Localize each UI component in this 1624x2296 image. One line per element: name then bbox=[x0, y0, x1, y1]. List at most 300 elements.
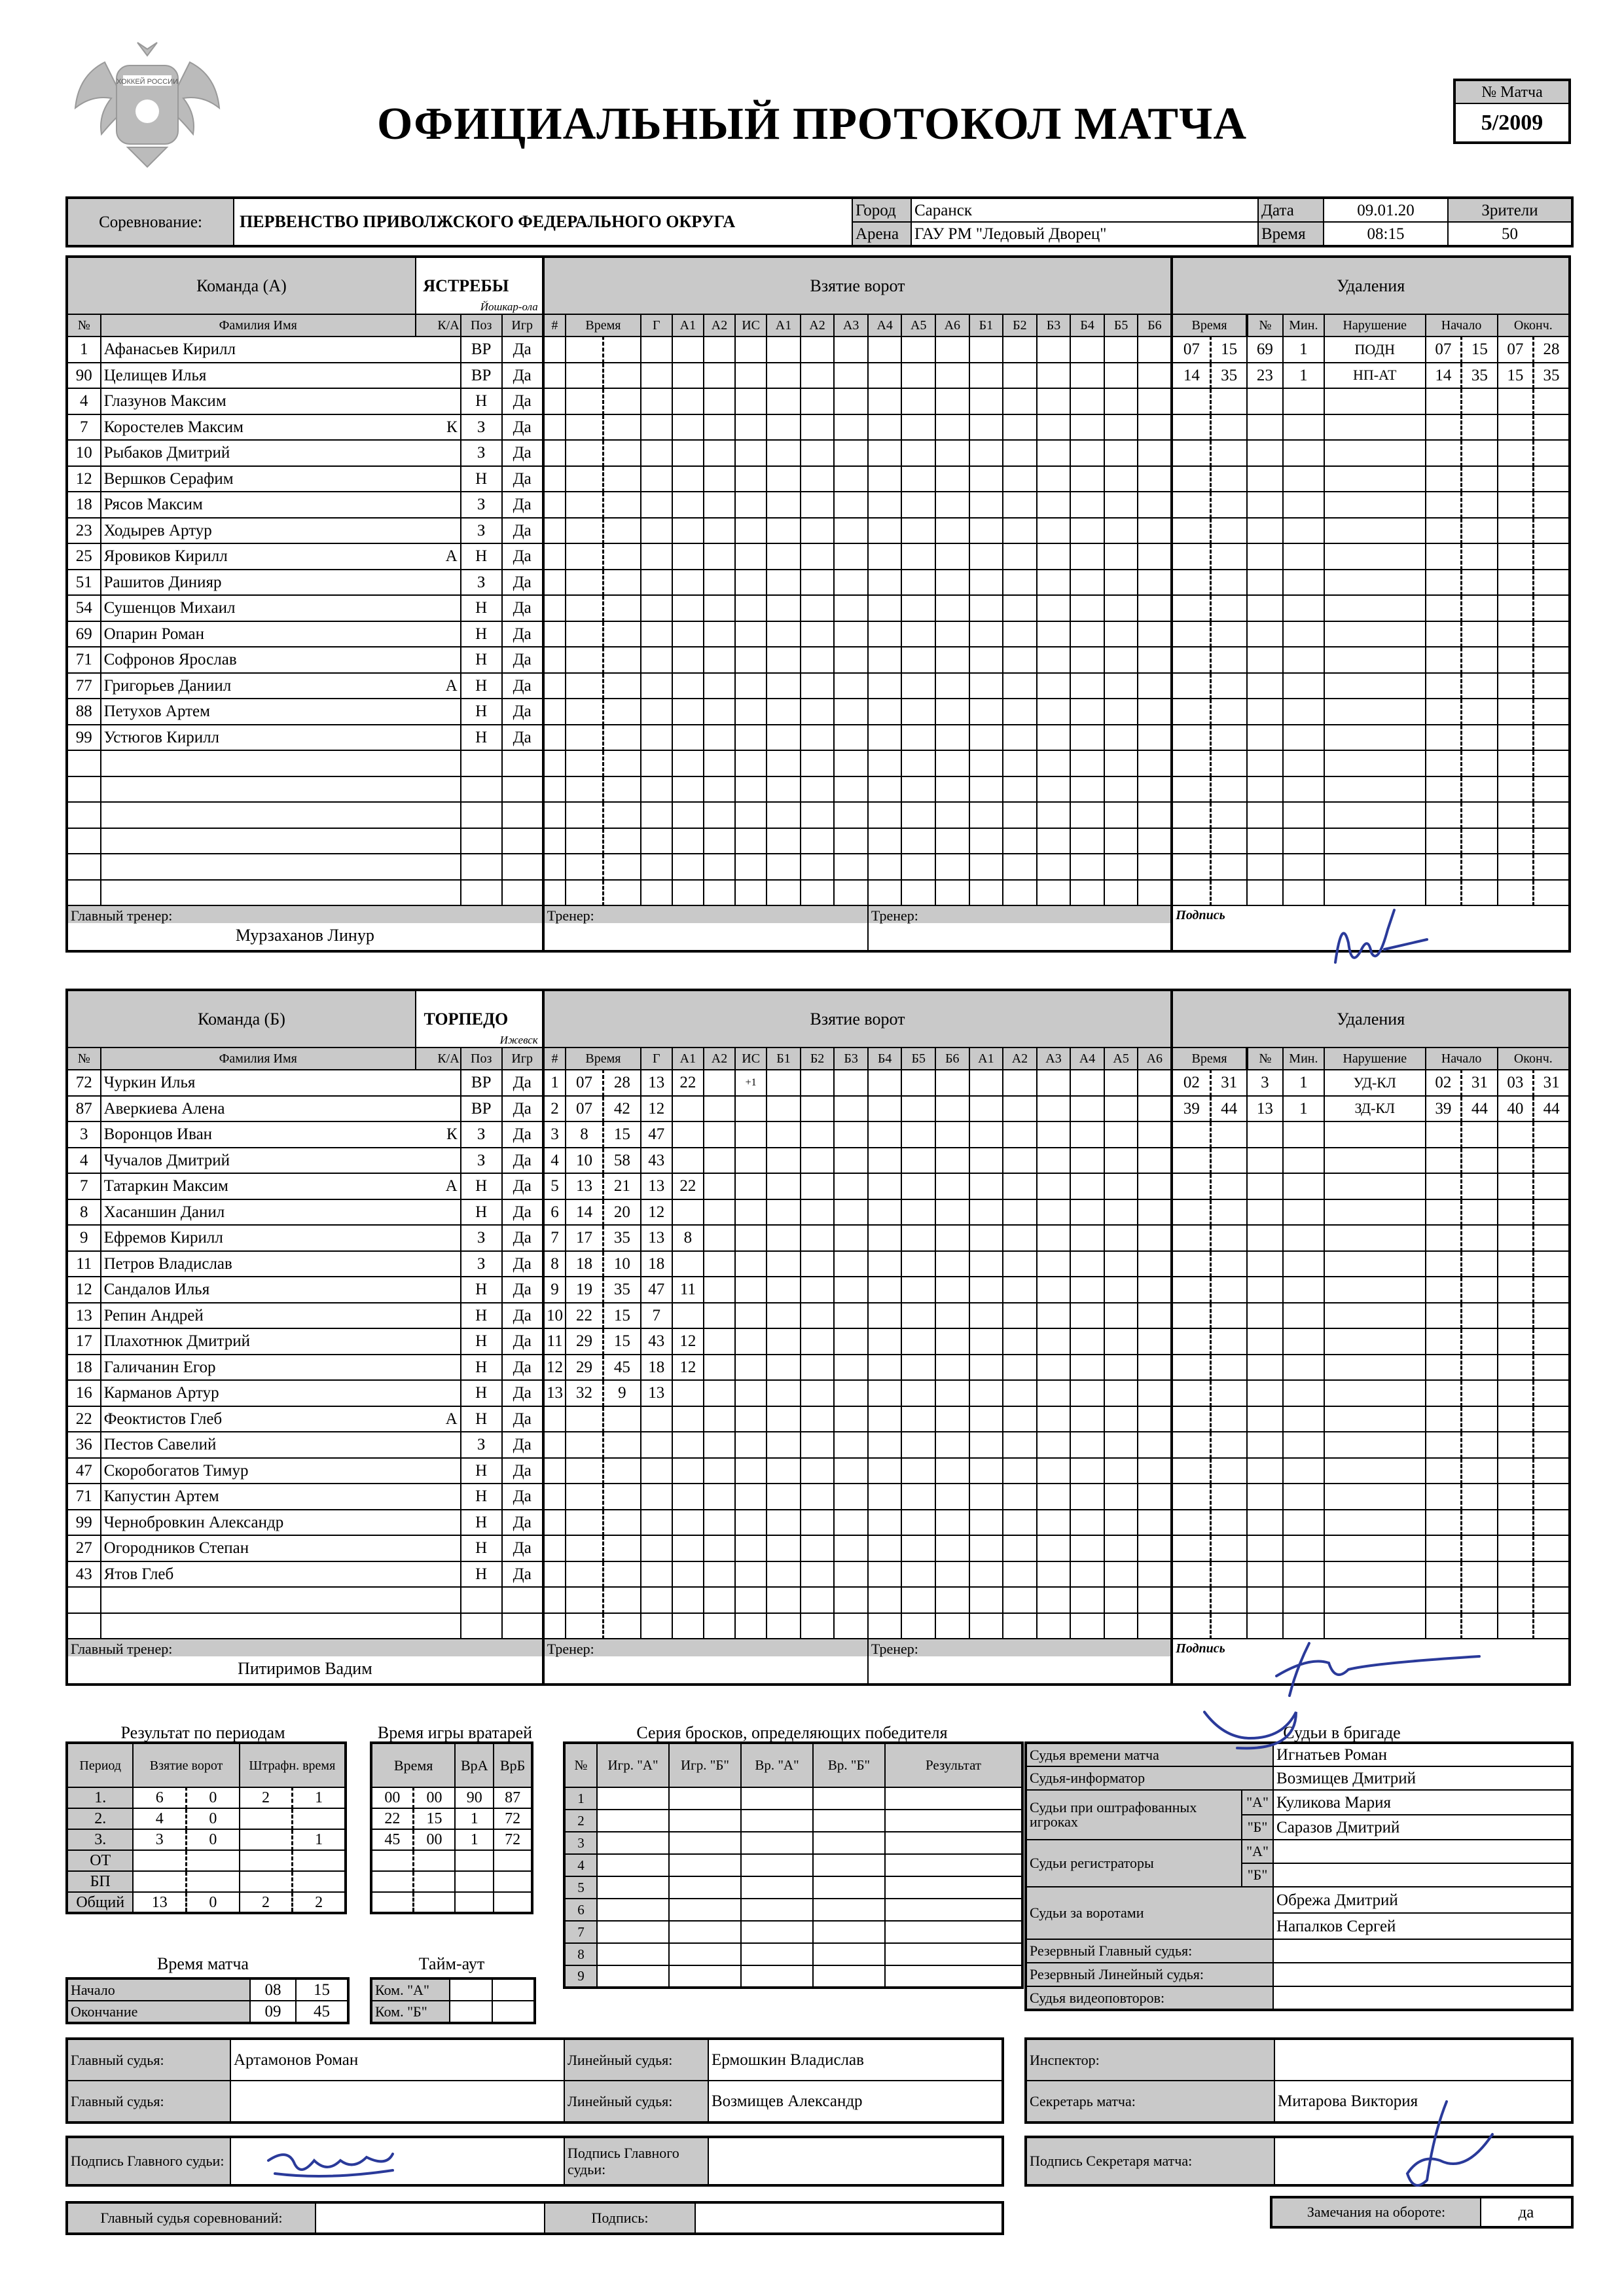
on-ice-cell bbox=[1070, 595, 1104, 621]
on-ice-cell bbox=[935, 518, 969, 544]
on-ice-cell bbox=[801, 466, 835, 492]
player-name bbox=[101, 1613, 416, 1639]
player-captain: А bbox=[416, 543, 461, 570]
pen-player: 3 bbox=[1247, 1070, 1283, 1096]
on-ice-cell bbox=[1037, 570, 1071, 596]
pen-minutes: 1 bbox=[1283, 337, 1324, 363]
pen-end-sec bbox=[1534, 570, 1570, 596]
col-header: А6 bbox=[1138, 1048, 1172, 1070]
player-captain bbox=[416, 337, 461, 363]
goal-assist-2 bbox=[704, 802, 735, 828]
on-ice-cell bbox=[1070, 1070, 1104, 1096]
on-ice-cell bbox=[1037, 1432, 1071, 1458]
goal-situation bbox=[735, 1406, 767, 1432]
goal-number bbox=[543, 776, 566, 803]
pen-end-min bbox=[1498, 570, 1534, 596]
on-ice-cell bbox=[834, 1510, 868, 1536]
pen-minutes bbox=[1283, 1510, 1324, 1536]
player-name: Скоробогатов Тимур bbox=[101, 1458, 416, 1484]
pen-min bbox=[1172, 880, 1211, 906]
pen-start-sec bbox=[1462, 1328, 1498, 1355]
on-ice-cell bbox=[969, 725, 1003, 751]
goal-scorer bbox=[641, 776, 672, 803]
player-plays: Да bbox=[502, 1070, 543, 1096]
pen-start-min bbox=[1426, 1510, 1462, 1536]
pen-end-sec bbox=[1534, 880, 1570, 906]
player-position: З bbox=[461, 1251, 502, 1277]
goal-sec: 10 bbox=[603, 1251, 640, 1277]
player-name: Петров Владислав bbox=[101, 1251, 416, 1277]
on-ice-cell bbox=[1070, 880, 1104, 906]
player-position: ВР bbox=[461, 1096, 502, 1122]
trainer-2-cell bbox=[868, 1639, 1172, 1685]
goal-assist-1 bbox=[672, 1380, 704, 1406]
on-ice-cell bbox=[1138, 363, 1172, 389]
on-ice-cell bbox=[1003, 1148, 1037, 1174]
match-info-table bbox=[65, 196, 1574, 247]
pen-end-sec bbox=[1534, 1277, 1570, 1303]
player-captain bbox=[416, 492, 461, 518]
pen-min bbox=[1172, 1199, 1211, 1226]
on-ice-cell bbox=[1070, 363, 1104, 389]
informer-value: Возмищев Дмитрий bbox=[1273, 1766, 1572, 1790]
on-ice-cell bbox=[1070, 1484, 1104, 1510]
goal-min bbox=[566, 1458, 603, 1484]
on-ice-cell bbox=[767, 1535, 801, 1561]
pen-end-sec bbox=[1534, 776, 1570, 803]
col-header: А2 bbox=[704, 314, 735, 337]
on-ice-cell bbox=[935, 1096, 969, 1122]
on-ice-cell bbox=[1104, 1613, 1138, 1639]
pen-player bbox=[1247, 750, 1283, 776]
team-b-name: ТОРПЕДО bbox=[424, 1009, 509, 1029]
on-ice-cell bbox=[1003, 1328, 1037, 1355]
on-ice-cell bbox=[801, 440, 835, 466]
player-plays: Да bbox=[502, 1121, 543, 1148]
on-ice-cell bbox=[1138, 776, 1172, 803]
on-ice-cell bbox=[1104, 1535, 1138, 1561]
pen-end-sec bbox=[1534, 1613, 1570, 1639]
pen-min bbox=[1172, 1458, 1211, 1484]
period-value: 0 bbox=[187, 1892, 240, 1913]
on-ice-cell bbox=[801, 1587, 835, 1613]
gk-row bbox=[371, 1850, 532, 1871]
line-ref-2-label: Линейный судья: bbox=[564, 2081, 708, 2123]
pen-end-sec bbox=[1534, 414, 1570, 441]
registrars-label: Судьи регистраторы bbox=[1026, 1840, 1242, 1887]
trainer-1-cell bbox=[543, 905, 868, 951]
shootout-number: 2 bbox=[564, 1810, 597, 1832]
col-header: А1 bbox=[672, 1048, 704, 1070]
pen-player bbox=[1247, 414, 1283, 441]
on-ice-cell bbox=[1138, 1561, 1172, 1588]
pen-sec: 31 bbox=[1211, 1070, 1247, 1096]
pen-start-sec: 35 bbox=[1462, 363, 1498, 389]
player-captain bbox=[416, 388, 461, 414]
on-ice-cell bbox=[935, 673, 969, 699]
on-ice-cell bbox=[1003, 1406, 1037, 1432]
pen-end-sec bbox=[1534, 1432, 1570, 1458]
goal-assist-2 bbox=[704, 595, 735, 621]
pen-player bbox=[1247, 647, 1283, 673]
on-ice-cell bbox=[935, 1510, 969, 1536]
head-coach-cell bbox=[67, 905, 543, 951]
player-captain bbox=[416, 1432, 461, 1458]
on-ice-cell bbox=[1070, 725, 1104, 751]
player-row bbox=[67, 337, 1570, 363]
goal-min: 10 bbox=[566, 1148, 603, 1174]
goal-situation bbox=[735, 621, 767, 647]
goal-number bbox=[543, 337, 566, 363]
pen-end-min bbox=[1498, 1406, 1534, 1432]
goal-sec: 28 bbox=[603, 1070, 640, 1096]
goal-situation bbox=[735, 1355, 767, 1381]
on-ice-cell bbox=[801, 1096, 835, 1122]
on-ice-cell bbox=[1104, 1251, 1138, 1277]
pen-start-sec bbox=[1462, 1199, 1498, 1226]
goal-assist-1 bbox=[672, 1484, 704, 1510]
pen-player bbox=[1247, 621, 1283, 647]
head-coach-cell bbox=[67, 1639, 543, 1685]
player-row bbox=[67, 802, 1570, 828]
pen-sec bbox=[1211, 621, 1247, 647]
on-ice-cell bbox=[801, 1173, 835, 1199]
pen-start-min: 39 bbox=[1426, 1096, 1462, 1122]
player-position: Н bbox=[461, 1510, 502, 1536]
gk-row bbox=[371, 1808, 532, 1829]
player-captain bbox=[416, 750, 461, 776]
on-ice-cell bbox=[834, 854, 868, 880]
gk-value bbox=[371, 1871, 413, 1892]
on-ice-cell bbox=[901, 1070, 935, 1096]
on-ice-cell bbox=[1003, 518, 1037, 544]
goal-assist-2 bbox=[704, 1406, 735, 1432]
pen-end-min bbox=[1498, 1458, 1534, 1484]
on-ice-cell bbox=[1003, 828, 1037, 854]
on-ice-cell bbox=[1070, 699, 1104, 725]
on-ice-cell bbox=[1138, 1380, 1172, 1406]
shootout-cell bbox=[813, 1787, 885, 1810]
player-captain bbox=[416, 1380, 461, 1406]
goal-assist-2 bbox=[704, 1277, 735, 1303]
on-ice-cell bbox=[901, 828, 935, 854]
shootout-row bbox=[564, 1921, 1022, 1943]
pen-end-min bbox=[1498, 440, 1534, 466]
on-ice-cell bbox=[901, 750, 935, 776]
team-a-city: Йошкар-ола bbox=[480, 301, 538, 313]
col-header: Поз bbox=[461, 1048, 502, 1070]
goal-min bbox=[566, 1587, 603, 1613]
on-ice-cell bbox=[767, 1096, 801, 1122]
pen-sec bbox=[1211, 388, 1247, 414]
on-ice-cell bbox=[834, 595, 868, 621]
on-ice-cell bbox=[1138, 725, 1172, 751]
on-ice-cell bbox=[834, 1355, 868, 1381]
date-label: Дата bbox=[1258, 198, 1324, 222]
shootout-cell bbox=[885, 1943, 1022, 1965]
sign-main-ref-2-label: Подпись Главного судьи: bbox=[564, 2137, 708, 2185]
on-ice-cell bbox=[969, 699, 1003, 725]
goal-situation bbox=[735, 725, 767, 751]
player-captain bbox=[416, 1303, 461, 1329]
period-row bbox=[67, 1871, 346, 1892]
on-ice-cell bbox=[1138, 337, 1172, 363]
pen-minutes bbox=[1283, 388, 1324, 414]
period-value: 0 bbox=[187, 1829, 240, 1850]
shootout-cell bbox=[741, 1876, 813, 1899]
pen-sec bbox=[1211, 802, 1247, 828]
match-start-label: Начало bbox=[67, 1978, 250, 2001]
on-ice-cell bbox=[868, 1225, 902, 1251]
pen-infraction bbox=[1324, 466, 1426, 492]
pen-min bbox=[1172, 750, 1211, 776]
pen-end-min bbox=[1498, 1173, 1534, 1199]
on-ice-cell bbox=[834, 699, 868, 725]
pen-end-sec bbox=[1534, 543, 1570, 570]
player-captain bbox=[416, 1251, 461, 1277]
pen-infraction bbox=[1324, 1328, 1426, 1355]
period-name: Общий bbox=[67, 1892, 133, 1913]
on-ice-cell bbox=[868, 776, 902, 803]
pen-end-sec: 35 bbox=[1534, 363, 1570, 389]
on-ice-cell bbox=[1003, 1355, 1037, 1381]
pen-min bbox=[1172, 1613, 1211, 1639]
reserve-line-label: Резервный Линейный судья: bbox=[1026, 1963, 1273, 1986]
player-plays: Да bbox=[502, 1510, 543, 1536]
on-ice-cell bbox=[1003, 1199, 1037, 1226]
goal-assist-1 bbox=[672, 414, 704, 441]
goal-assist-2 bbox=[704, 1458, 735, 1484]
on-ice-cell bbox=[1037, 1121, 1071, 1148]
on-ice-cell bbox=[1138, 699, 1172, 725]
gk-value bbox=[455, 1850, 494, 1871]
on-ice-cell bbox=[1138, 518, 1172, 544]
player-captain: А bbox=[416, 1173, 461, 1199]
player-number: 69 bbox=[67, 621, 101, 647]
goal-assist-2 bbox=[704, 440, 735, 466]
on-ice-cell bbox=[969, 776, 1003, 803]
on-ice-cell bbox=[901, 1173, 935, 1199]
on-ice-cell bbox=[1070, 1458, 1104, 1484]
head-coach-name: Питиримов Вадим bbox=[238, 1659, 372, 1678]
main-ref-signature bbox=[262, 2141, 406, 2187]
on-ice-cell bbox=[969, 1328, 1003, 1355]
pen-end-sec bbox=[1534, 1484, 1570, 1510]
goal-sec bbox=[603, 725, 640, 751]
on-ice-cell bbox=[935, 1458, 969, 1484]
on-ice-cell bbox=[1003, 363, 1037, 389]
pen-sec bbox=[1211, 1199, 1247, 1226]
goal-assist-2 bbox=[704, 699, 735, 725]
goal-number bbox=[543, 828, 566, 854]
player-row bbox=[67, 1458, 1570, 1484]
player-captain bbox=[416, 1070, 461, 1096]
secretary-label: Секретарь матча: bbox=[1026, 2081, 1274, 2123]
player-plays: Да bbox=[502, 699, 543, 725]
player-plays bbox=[502, 776, 543, 803]
pen-player bbox=[1247, 880, 1283, 906]
shootout-row bbox=[564, 1943, 1022, 1965]
on-ice-cell bbox=[868, 802, 902, 828]
on-ice-cell bbox=[1070, 673, 1104, 699]
on-ice-cell bbox=[901, 1355, 935, 1381]
pen-min bbox=[1172, 699, 1211, 725]
on-ice-cell bbox=[868, 699, 902, 725]
trainer-2-label: Тренер: bbox=[869, 906, 1170, 923]
pen-end-min bbox=[1498, 1484, 1534, 1510]
pen-start-sec bbox=[1462, 725, 1498, 751]
on-ice-cell bbox=[1003, 1510, 1037, 1536]
pen-end-sec bbox=[1534, 595, 1570, 621]
on-ice-cell bbox=[935, 1355, 969, 1381]
pen-end-min bbox=[1498, 1380, 1534, 1406]
player-number bbox=[67, 1587, 101, 1613]
pen-minutes bbox=[1283, 1199, 1324, 1226]
shootout-cell bbox=[885, 1921, 1022, 1943]
player-captain bbox=[416, 1199, 461, 1226]
goal-sec bbox=[603, 854, 640, 880]
goal-number bbox=[543, 570, 566, 596]
on-ice-cell bbox=[801, 518, 835, 544]
on-ice-cell bbox=[801, 621, 835, 647]
pen-start-sec bbox=[1462, 1561, 1498, 1588]
on-ice-cell bbox=[1037, 1355, 1071, 1381]
pen-start-min bbox=[1426, 1199, 1462, 1226]
col-header: Б2 bbox=[801, 1048, 835, 1070]
player-name: Репин Андрей bbox=[101, 1303, 416, 1329]
pen-minutes bbox=[1283, 1277, 1324, 1303]
on-ice-cell bbox=[767, 1355, 801, 1381]
pen-end-min bbox=[1498, 750, 1534, 776]
pen-minutes bbox=[1283, 1561, 1324, 1588]
on-ice-cell bbox=[1070, 1406, 1104, 1432]
pen-min bbox=[1172, 543, 1211, 570]
pen-sec bbox=[1211, 647, 1247, 673]
on-ice-cell bbox=[868, 647, 902, 673]
on-ice-cell bbox=[801, 1613, 835, 1639]
gk-value: 87 bbox=[494, 1787, 532, 1808]
player-name: Феоктистов Глеб bbox=[101, 1406, 416, 1432]
on-ice-cell bbox=[1070, 1199, 1104, 1226]
pen-start-min bbox=[1426, 1406, 1462, 1432]
on-ice-cell bbox=[834, 440, 868, 466]
player-captain: К bbox=[416, 414, 461, 441]
on-ice-cell bbox=[834, 1458, 868, 1484]
goal-sec: 58 bbox=[603, 1148, 640, 1174]
pen-start-min bbox=[1426, 880, 1462, 906]
on-ice-cell bbox=[1138, 1251, 1172, 1277]
goal-assist-2 bbox=[704, 363, 735, 389]
player-row bbox=[67, 699, 1570, 725]
goal-assist-1 bbox=[672, 828, 704, 854]
pen-start-sec bbox=[1462, 1535, 1498, 1561]
pen-player bbox=[1247, 699, 1283, 725]
player-position: Н bbox=[461, 1328, 502, 1355]
shootout-row bbox=[564, 1854, 1022, 1876]
on-ice-cell bbox=[801, 1484, 835, 1510]
goal-assist-2 bbox=[704, 1225, 735, 1251]
on-ice-cell bbox=[901, 647, 935, 673]
goal-situation bbox=[735, 1148, 767, 1174]
player-row bbox=[67, 1173, 1570, 1199]
pen-start-min bbox=[1426, 854, 1462, 880]
on-ice-cell bbox=[935, 414, 969, 441]
pen-player bbox=[1247, 1535, 1283, 1561]
on-ice-cell bbox=[1003, 1173, 1037, 1199]
pen-minutes bbox=[1283, 1251, 1324, 1277]
on-ice-cell bbox=[801, 828, 835, 854]
player-name bbox=[101, 1587, 416, 1613]
on-ice-cell bbox=[1003, 1613, 1037, 1639]
goal-assist-1 bbox=[672, 1587, 704, 1613]
pen-minutes bbox=[1283, 466, 1324, 492]
on-ice-cell bbox=[1104, 1484, 1138, 1510]
pen-end-min: 40 bbox=[1498, 1096, 1534, 1122]
goal-min bbox=[566, 725, 603, 751]
player-captain: А bbox=[416, 673, 461, 699]
on-ice-cell bbox=[801, 1148, 835, 1174]
goal-assist-1 bbox=[672, 518, 704, 544]
period-value bbox=[187, 1871, 240, 1892]
on-ice-cell bbox=[834, 1535, 868, 1561]
pen-sec bbox=[1211, 1613, 1247, 1639]
col-header: К/А bbox=[416, 314, 461, 337]
on-ice-cell bbox=[1104, 854, 1138, 880]
on-ice-cell bbox=[801, 1070, 835, 1096]
on-ice-cell bbox=[901, 1121, 935, 1148]
pen-infraction bbox=[1324, 725, 1426, 751]
pen-min bbox=[1172, 1225, 1211, 1251]
on-ice-cell bbox=[834, 543, 868, 570]
shootout-cell bbox=[597, 1810, 669, 1832]
shootout-cell bbox=[597, 1787, 669, 1810]
on-ice-cell bbox=[935, 1535, 969, 1561]
pen-infraction bbox=[1324, 621, 1426, 647]
player-row bbox=[67, 570, 1570, 596]
on-ice-cell bbox=[1070, 466, 1104, 492]
player-row bbox=[67, 1535, 1570, 1561]
on-ice-cell bbox=[834, 1173, 868, 1199]
goal-sec bbox=[603, 440, 640, 466]
on-ice-cell bbox=[1037, 363, 1071, 389]
gk-value bbox=[455, 1892, 494, 1913]
player-number: 16 bbox=[67, 1380, 101, 1406]
goal-sec bbox=[603, 880, 640, 906]
on-ice-cell bbox=[801, 363, 835, 389]
goal-situation bbox=[735, 1613, 767, 1639]
trainer-2-label: Тренер: bbox=[869, 1639, 1170, 1656]
on-ice-cell bbox=[1003, 570, 1037, 596]
pen-start-sec bbox=[1462, 854, 1498, 880]
on-ice-cell bbox=[1037, 750, 1071, 776]
col-header: № bbox=[1247, 314, 1283, 337]
on-ice-cell bbox=[868, 1613, 902, 1639]
period-value bbox=[240, 1808, 293, 1829]
on-ice-cell bbox=[935, 647, 969, 673]
pen-end-min bbox=[1498, 880, 1534, 906]
on-ice-cell bbox=[1070, 750, 1104, 776]
col-header: А4 bbox=[1070, 1048, 1104, 1070]
secretary-signature bbox=[1368, 2095, 1499, 2200]
on-ice-cell bbox=[1070, 1148, 1104, 1174]
on-ice-cell bbox=[834, 1328, 868, 1355]
pen-end-sec bbox=[1534, 1510, 1570, 1536]
period-value: 0 bbox=[187, 1787, 240, 1808]
on-ice-cell bbox=[868, 828, 902, 854]
on-ice-cell bbox=[767, 1225, 801, 1251]
goal-assist-1 bbox=[672, 1148, 704, 1174]
pen-player bbox=[1247, 595, 1283, 621]
